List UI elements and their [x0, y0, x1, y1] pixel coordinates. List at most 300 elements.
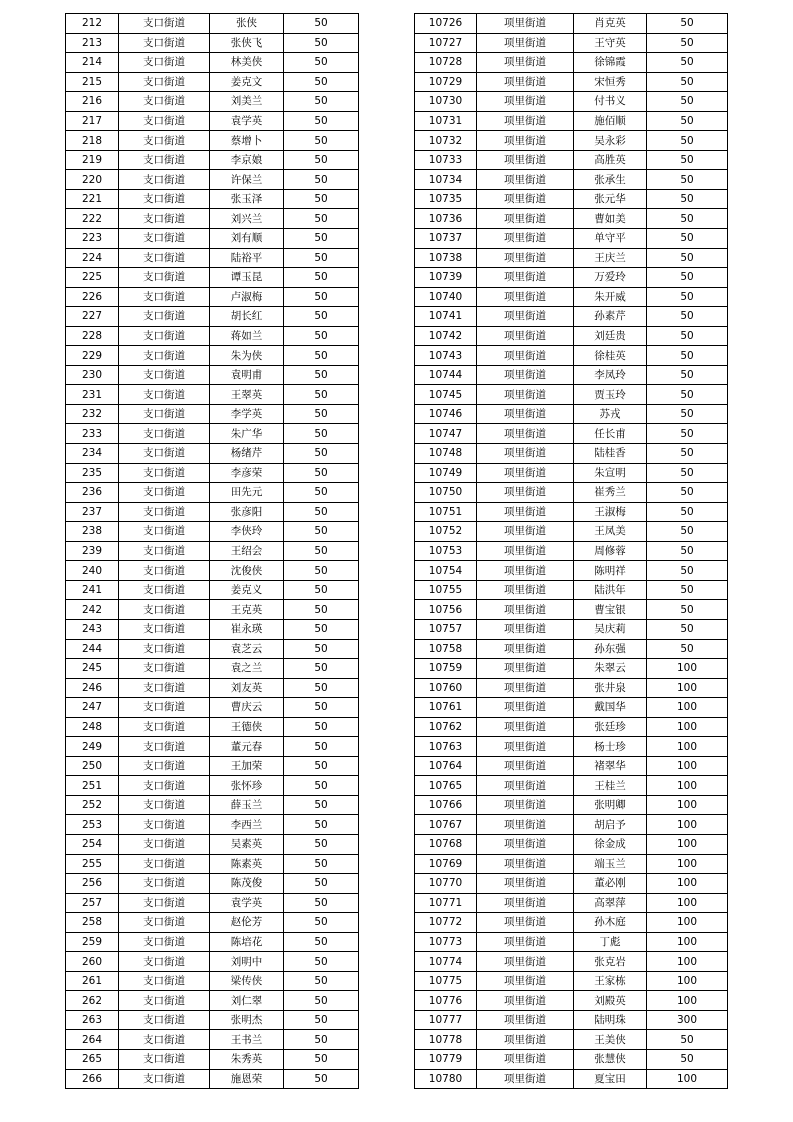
table-row — [66, 1069, 359, 1089]
person-name-cell: 王淑梅 — [574, 502, 647, 522]
amount-cell: 50 — [284, 913, 359, 933]
street-name-cell: 支口街道 — [119, 991, 210, 1011]
street-name-cell: 支口街道 — [119, 541, 210, 561]
table-row — [66, 424, 359, 444]
amount-cell: 100 — [647, 659, 728, 679]
amount-cell: 50 — [284, 1030, 359, 1050]
table-row — [415, 170, 728, 190]
person-name-cell: 王桂兰 — [574, 776, 647, 796]
row-number-cell: 10763 — [415, 737, 477, 757]
person-name-cell: 王绍会 — [210, 541, 284, 561]
person-name-cell: 单守平 — [574, 229, 647, 249]
row-number-cell: 10731 — [415, 111, 477, 131]
street-name-cell: 支口街道 — [119, 600, 210, 620]
amount-cell: 50 — [647, 561, 728, 581]
amount-cell: 100 — [647, 854, 728, 874]
amount-cell: 50 — [647, 385, 728, 405]
person-name-cell: 李凤玲 — [574, 365, 647, 385]
amount-cell: 50 — [284, 404, 359, 424]
row-number-cell: 10776 — [415, 991, 477, 1011]
street-name-cell: 支口街道 — [119, 893, 210, 913]
street-name-cell: 项里街道 — [477, 854, 574, 874]
row-number-cell: 10771 — [415, 893, 477, 913]
street-name-cell: 支口街道 — [119, 639, 210, 659]
person-name-cell: 杨士珍 — [574, 737, 647, 757]
person-name-cell: 张侠飞 — [210, 33, 284, 53]
row-number-cell: 227 — [66, 307, 119, 327]
amount-cell: 50 — [647, 14, 728, 34]
street-name-cell: 支口街道 — [119, 678, 210, 698]
street-name-cell: 项里街道 — [477, 580, 574, 600]
amount-cell: 50 — [284, 580, 359, 600]
amount-cell: 50 — [284, 326, 359, 346]
table-row — [66, 365, 359, 385]
street-name-cell: 项里街道 — [477, 483, 574, 503]
street-name-cell: 支口街道 — [119, 365, 210, 385]
table-row — [415, 834, 728, 854]
street-name-cell: 支口街道 — [119, 92, 210, 112]
person-name-cell: 谭玉昆 — [210, 268, 284, 288]
person-name-cell: 朱宣明 — [574, 463, 647, 483]
person-name-cell: 陆明珠 — [574, 1010, 647, 1030]
row-number-cell: 243 — [66, 619, 119, 639]
amount-cell: 50 — [647, 619, 728, 639]
amount-cell: 50 — [647, 639, 728, 659]
table-row — [66, 619, 359, 639]
street-name-cell: 支口街道 — [119, 189, 210, 209]
row-number-cell: 10770 — [415, 874, 477, 894]
street-name-cell: 支口街道 — [119, 483, 210, 503]
table-row — [66, 659, 359, 679]
street-name-cell: 支口街道 — [119, 268, 210, 288]
amount-cell: 50 — [647, 541, 728, 561]
street-name-cell: 支口街道 — [119, 1049, 210, 1069]
table-row — [66, 385, 359, 405]
row-number-cell: 225 — [66, 268, 119, 288]
person-name-cell: 张克岩 — [574, 952, 647, 972]
street-name-cell: 支口街道 — [119, 346, 210, 366]
street-name-cell: 支口街道 — [119, 33, 210, 53]
row-number-cell: 10760 — [415, 678, 477, 698]
street-name-cell: 项里街道 — [477, 248, 574, 268]
street-name-cell: 支口街道 — [119, 776, 210, 796]
amount-cell: 50 — [284, 248, 359, 268]
row-number-cell: 252 — [66, 795, 119, 815]
amount-cell: 50 — [284, 834, 359, 854]
amount-cell: 50 — [284, 678, 359, 698]
person-name-cell: 刘兴兰 — [210, 209, 284, 229]
street-name-cell: 项里街道 — [477, 991, 574, 1011]
amount-cell: 50 — [284, 561, 359, 581]
table-row — [415, 307, 728, 327]
person-name-cell: 施恩荣 — [210, 1069, 284, 1089]
row-number-cell: 10738 — [415, 248, 477, 268]
amount-cell: 50 — [284, 365, 359, 385]
person-name-cell: 万爱玲 — [574, 268, 647, 288]
street-name-cell: 支口街道 — [119, 229, 210, 249]
table-row — [66, 14, 359, 34]
amount-cell: 100 — [647, 795, 728, 815]
street-name-cell: 支口街道 — [119, 502, 210, 522]
row-number-cell: 10729 — [415, 72, 477, 92]
table-row — [415, 444, 728, 464]
table-row — [415, 795, 728, 815]
table-row — [415, 14, 728, 34]
person-name-cell: 陈素英 — [210, 854, 284, 874]
row-number-cell: 254 — [66, 834, 119, 854]
table-row — [66, 854, 359, 874]
street-name-cell: 项里街道 — [477, 189, 574, 209]
person-name-cell: 王克英 — [210, 600, 284, 620]
left-table-body — [66, 14, 359, 1089]
person-name-cell: 王德侠 — [210, 717, 284, 737]
amount-cell: 50 — [647, 580, 728, 600]
amount-cell: 50 — [284, 717, 359, 737]
person-name-cell: 肖克英 — [574, 14, 647, 34]
person-name-cell: 姜克义 — [210, 580, 284, 600]
street-name-cell: 项里街道 — [477, 150, 574, 170]
street-name-cell: 项里街道 — [477, 14, 574, 34]
table-row — [415, 639, 728, 659]
table-row — [415, 893, 728, 913]
table-row — [415, 1010, 728, 1030]
row-number-cell: 224 — [66, 248, 119, 268]
table-row — [66, 815, 359, 835]
row-number-cell: 244 — [66, 639, 119, 659]
row-number-cell: 10758 — [415, 639, 477, 659]
street-name-cell: 支口街道 — [119, 971, 210, 991]
amount-cell: 50 — [647, 209, 728, 229]
table-row — [415, 346, 728, 366]
amount-cell: 50 — [284, 189, 359, 209]
person-name-cell: 徐锦霞 — [574, 53, 647, 73]
table-row — [66, 189, 359, 209]
person-name-cell: 陈培花 — [210, 932, 284, 952]
person-name-cell: 李西兰 — [210, 815, 284, 835]
person-name-cell: 陈明祥 — [574, 561, 647, 581]
table-row — [415, 326, 728, 346]
row-number-cell: 234 — [66, 444, 119, 464]
street-name-cell: 项里街道 — [477, 1049, 574, 1069]
table-row — [66, 834, 359, 854]
table-row — [415, 385, 728, 405]
amount-cell: 300 — [647, 1010, 728, 1030]
amount-cell: 50 — [647, 600, 728, 620]
person-name-cell: 田先元 — [210, 483, 284, 503]
amount-cell: 50 — [284, 287, 359, 307]
street-name-cell: 支口街道 — [119, 150, 210, 170]
person-name-cell: 曹宝银 — [574, 600, 647, 620]
amount-cell: 50 — [647, 1030, 728, 1050]
person-name-cell: 陈茂俊 — [210, 874, 284, 894]
amount-cell: 50 — [647, 53, 728, 73]
row-number-cell: 217 — [66, 111, 119, 131]
table-row — [415, 92, 728, 112]
amount-cell: 50 — [284, 307, 359, 327]
street-name-cell: 项里街道 — [477, 541, 574, 561]
row-number-cell: 238 — [66, 522, 119, 542]
table-row — [66, 1030, 359, 1050]
person-name-cell: 贾玉玲 — [574, 385, 647, 405]
table-row — [66, 502, 359, 522]
amount-cell: 50 — [284, 14, 359, 34]
row-number-cell: 260 — [66, 952, 119, 972]
table-row — [66, 404, 359, 424]
amount-cell: 50 — [647, 326, 728, 346]
table-row — [415, 483, 728, 503]
row-number-cell: 10775 — [415, 971, 477, 991]
table-row — [415, 209, 728, 229]
street-name-cell: 项里街道 — [477, 932, 574, 952]
street-name-cell: 项里街道 — [477, 678, 574, 698]
row-number-cell: 10772 — [415, 913, 477, 933]
row-number-cell: 10754 — [415, 561, 477, 581]
table-row — [415, 131, 728, 151]
street-name-cell: 项里街道 — [477, 287, 574, 307]
street-name-cell: 支口街道 — [119, 522, 210, 542]
street-name-cell: 项里街道 — [477, 346, 574, 366]
row-number-cell: 214 — [66, 53, 119, 73]
amount-cell: 50 — [647, 72, 728, 92]
street-name-cell: 项里街道 — [477, 815, 574, 835]
street-name-cell: 项里街道 — [477, 1030, 574, 1050]
person-name-cell: 许保兰 — [210, 170, 284, 190]
street-name-cell: 项里街道 — [477, 893, 574, 913]
table-row — [415, 952, 728, 972]
table-row — [66, 287, 359, 307]
table-row — [66, 248, 359, 268]
row-number-cell: 10756 — [415, 600, 477, 620]
amount-cell: 50 — [284, 971, 359, 991]
amount-cell: 50 — [284, 1010, 359, 1030]
row-number-cell: 10749 — [415, 463, 477, 483]
street-name-cell: 支口街道 — [119, 385, 210, 405]
row-number-cell: 10745 — [415, 385, 477, 405]
street-name-cell: 项里街道 — [477, 33, 574, 53]
person-name-cell: 胡长红 — [210, 307, 284, 327]
amount-cell: 50 — [647, 463, 728, 483]
amount-cell: 50 — [284, 92, 359, 112]
row-number-cell: 10774 — [415, 952, 477, 972]
amount-cell: 100 — [647, 913, 728, 933]
table-row — [415, 659, 728, 679]
street-name-cell: 支口街道 — [119, 717, 210, 737]
street-name-cell: 项里街道 — [477, 522, 574, 542]
street-name-cell: 项里街道 — [477, 874, 574, 894]
amount-cell: 100 — [647, 815, 728, 835]
amount-cell: 50 — [284, 795, 359, 815]
street-name-cell: 支口街道 — [119, 737, 210, 757]
table-row — [66, 150, 359, 170]
amount-cell: 50 — [284, 541, 359, 561]
row-number-cell: 245 — [66, 659, 119, 679]
table-row — [415, 776, 728, 796]
table-row — [66, 111, 359, 131]
table-row — [66, 678, 359, 698]
person-name-cell: 沈俊侠 — [210, 561, 284, 581]
amount-cell: 50 — [647, 229, 728, 249]
street-name-cell: 项里街道 — [477, 385, 574, 405]
table-row — [66, 874, 359, 894]
person-name-cell: 袁芝云 — [210, 639, 284, 659]
street-name-cell: 项里街道 — [477, 463, 574, 483]
person-name-cell: 王家栋 — [574, 971, 647, 991]
amount-cell: 50 — [284, 209, 359, 229]
person-name-cell: 胡启予 — [574, 815, 647, 835]
person-name-cell: 朱广华 — [210, 424, 284, 444]
street-name-cell: 支口街道 — [119, 1030, 210, 1050]
amount-cell: 50 — [284, 600, 359, 620]
table-row — [66, 1049, 359, 1069]
amount-cell: 100 — [647, 971, 728, 991]
person-name-cell: 薛玉兰 — [210, 795, 284, 815]
person-name-cell: 李学英 — [210, 404, 284, 424]
person-name-cell: 王守英 — [574, 33, 647, 53]
table-row — [66, 170, 359, 190]
person-name-cell: 王凤美 — [574, 522, 647, 542]
person-name-cell: 刘明中 — [210, 952, 284, 972]
table-row — [415, 404, 728, 424]
table-row — [66, 932, 359, 952]
street-name-cell: 支口街道 — [119, 932, 210, 952]
person-name-cell: 陆裕平 — [210, 248, 284, 268]
person-name-cell: 王书兰 — [210, 1030, 284, 1050]
amount-cell: 50 — [284, 229, 359, 249]
row-number-cell: 10732 — [415, 131, 477, 151]
row-number-cell: 221 — [66, 189, 119, 209]
row-number-cell: 10779 — [415, 1049, 477, 1069]
person-name-cell: 刘殿英 — [574, 991, 647, 1011]
row-number-cell: 10743 — [415, 346, 477, 366]
table-row — [415, 229, 728, 249]
row-number-cell: 10757 — [415, 619, 477, 639]
row-number-cell: 10744 — [415, 365, 477, 385]
amount-cell: 50 — [284, 111, 359, 131]
street-name-cell: 项里街道 — [477, 1069, 574, 1089]
row-number-cell: 232 — [66, 404, 119, 424]
left-data-table — [65, 13, 359, 1089]
row-number-cell: 235 — [66, 463, 119, 483]
table-row — [415, 502, 728, 522]
amount-cell: 50 — [647, 522, 728, 542]
street-name-cell: 项里街道 — [477, 639, 574, 659]
table-row — [66, 522, 359, 542]
row-number-cell: 10780 — [415, 1069, 477, 1089]
amount-cell: 50 — [284, 131, 359, 151]
table-row — [415, 1049, 728, 1069]
person-name-cell: 刘友英 — [210, 678, 284, 698]
row-number-cell: 219 — [66, 150, 119, 170]
person-name-cell: 徐桂英 — [574, 346, 647, 366]
amount-cell: 50 — [647, 444, 728, 464]
person-name-cell: 蔡增卜 — [210, 131, 284, 151]
amount-cell: 50 — [647, 307, 728, 327]
street-name-cell: 支口街道 — [119, 1069, 210, 1089]
person-name-cell: 王翠英 — [210, 385, 284, 405]
row-number-cell: 249 — [66, 737, 119, 757]
row-number-cell: 263 — [66, 1010, 119, 1030]
row-number-cell: 258 — [66, 913, 119, 933]
table-row — [415, 854, 728, 874]
table-row — [66, 444, 359, 464]
street-name-cell: 项里街道 — [477, 92, 574, 112]
street-name-cell: 项里街道 — [477, 971, 574, 991]
street-name-cell: 项里街道 — [477, 659, 574, 679]
table-row — [415, 248, 728, 268]
row-number-cell: 10750 — [415, 483, 477, 503]
street-name-cell: 支口街道 — [119, 619, 210, 639]
amount-cell: 50 — [284, 1049, 359, 1069]
street-name-cell: 项里街道 — [477, 698, 574, 718]
table-row — [66, 893, 359, 913]
street-name-cell: 项里街道 — [477, 326, 574, 346]
amount-cell: 50 — [284, 53, 359, 73]
amount-cell: 100 — [647, 698, 728, 718]
person-name-cell: 袁明甫 — [210, 365, 284, 385]
amount-cell: 100 — [647, 678, 728, 698]
row-number-cell: 10762 — [415, 717, 477, 737]
street-name-cell: 支口街道 — [119, 1010, 210, 1030]
street-name-cell: 项里街道 — [477, 913, 574, 933]
row-number-cell: 10769 — [415, 854, 477, 874]
street-name-cell: 支口街道 — [119, 561, 210, 581]
table-row — [415, 971, 728, 991]
person-name-cell: 杨绪芹 — [210, 444, 284, 464]
street-name-cell: 项里街道 — [477, 756, 574, 776]
row-number-cell: 10746 — [415, 404, 477, 424]
street-name-cell: 支口街道 — [119, 111, 210, 131]
street-name-cell: 项里街道 — [477, 170, 574, 190]
amount-cell: 100 — [647, 717, 728, 737]
table-row — [66, 33, 359, 53]
amount-cell: 100 — [647, 874, 728, 894]
person-name-cell: 端玉兰 — [574, 854, 647, 874]
amount-cell: 50 — [284, 424, 359, 444]
amount-cell: 100 — [647, 776, 728, 796]
table-row — [66, 913, 359, 933]
amount-cell: 50 — [647, 111, 728, 131]
person-name-cell: 陆洪年 — [574, 580, 647, 600]
row-number-cell: 228 — [66, 326, 119, 346]
street-name-cell: 支口街道 — [119, 326, 210, 346]
person-name-cell: 董元春 — [210, 737, 284, 757]
street-name-cell: 项里街道 — [477, 776, 574, 796]
row-number-cell: 255 — [66, 854, 119, 874]
row-number-cell: 248 — [66, 717, 119, 737]
person-name-cell: 丁彪 — [574, 932, 647, 952]
table-row — [66, 131, 359, 151]
amount-cell: 50 — [284, 659, 359, 679]
street-name-cell: 支口街道 — [119, 913, 210, 933]
table-row — [66, 737, 359, 757]
person-name-cell: 张玉泽 — [210, 189, 284, 209]
row-number-cell: 261 — [66, 971, 119, 991]
amount-cell: 100 — [647, 991, 728, 1011]
person-name-cell: 张明卿 — [574, 795, 647, 815]
amount-cell: 50 — [284, 952, 359, 972]
amount-cell: 50 — [647, 404, 728, 424]
row-number-cell: 10767 — [415, 815, 477, 835]
person-name-cell: 朱开威 — [574, 287, 647, 307]
street-name-cell: 项里街道 — [477, 424, 574, 444]
row-number-cell: 10735 — [415, 189, 477, 209]
row-number-cell: 10737 — [415, 229, 477, 249]
amount-cell: 50 — [284, 268, 359, 288]
row-number-cell: 218 — [66, 131, 119, 151]
amount-cell: 50 — [284, 854, 359, 874]
street-name-cell: 项里街道 — [477, 209, 574, 229]
person-name-cell: 吴庆莉 — [574, 619, 647, 639]
